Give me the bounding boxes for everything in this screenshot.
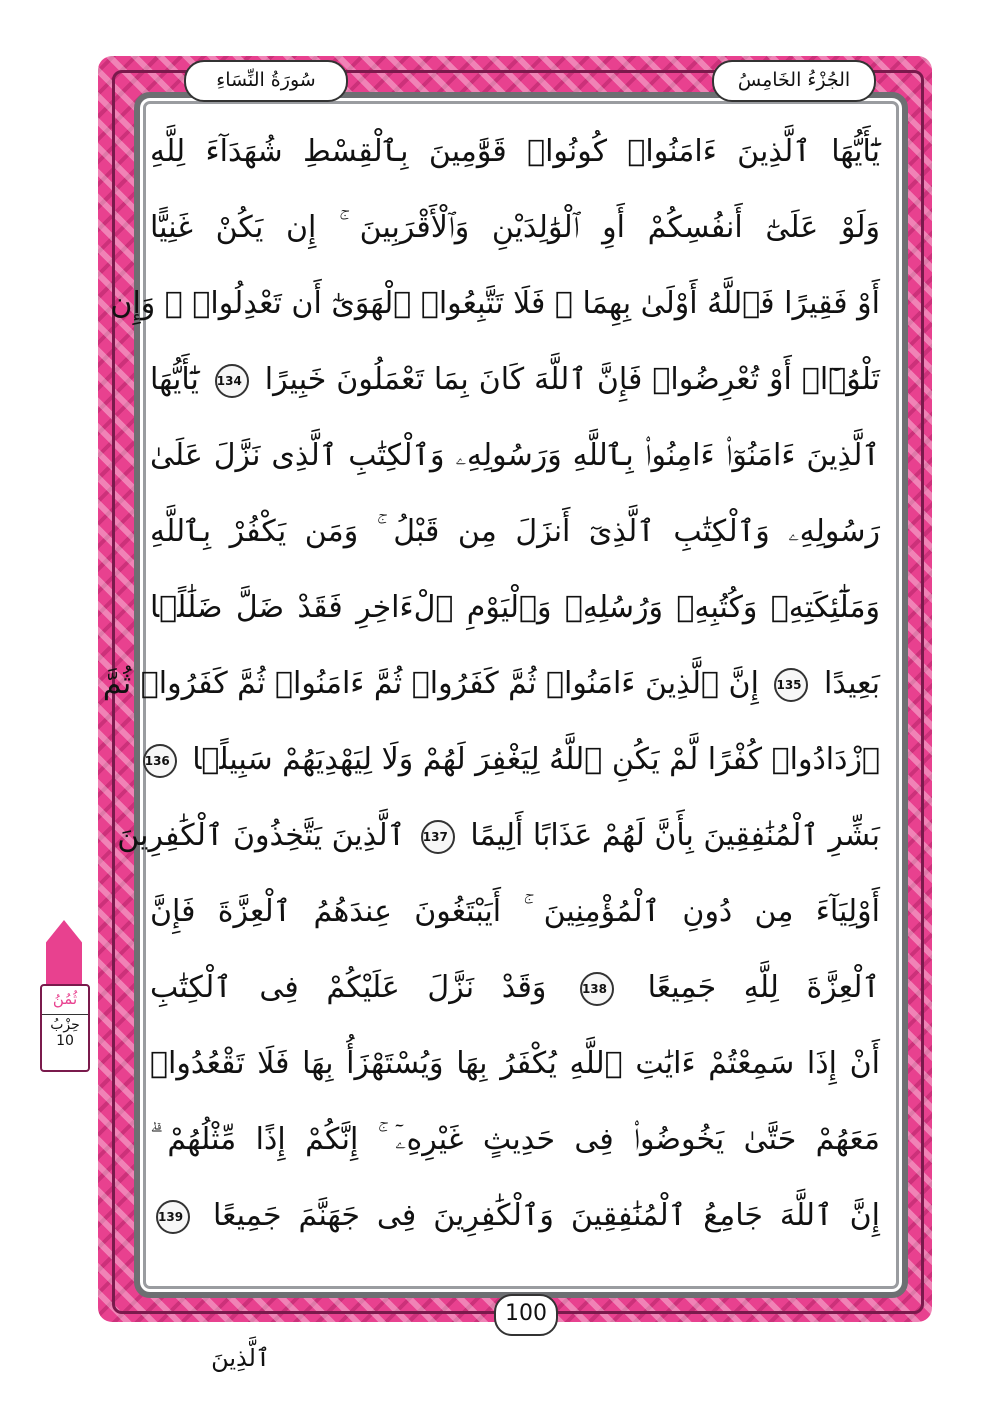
line-text: مَعَهُمْ حَتَّىٰ يَخُوضُوا۟ فِى حَدِيثٍ غَيْرِهِۦٓ ۚ إِنَّكُمْ إِذًا مِّثْلُهُمْ ۗ	[150, 1122, 880, 1157]
text-line	[150, 578, 880, 638]
line-text: ٱلْعِزَّةَ لِلَّهِ جَمِيعًا	[647, 970, 880, 1005]
text-line	[144, 730, 880, 790]
line-text: بَعِيدًا	[824, 666, 880, 701]
page-number: 100	[494, 1294, 558, 1336]
line-text: أَوْ فَقِيرًا فَٱللَّهُ أَوْلَىٰ بِهِمَا ۖ فَلَا تَتَّبِعُوا۟ ٱلْهَوَىٰٓ أَن تَعْدِلُوا۟ ۚ وَإِن	[110, 286, 880, 321]
verse-number-marker: 135	[774, 668, 808, 702]
hizb-ornament-icon	[46, 920, 82, 984]
juz-label: الجُزْءُ الخَامِسُ	[712, 60, 876, 102]
line-text: وَمَلَٰٓئِكَتِهِۦ وَكُتُبِهِۦ وَرُسُلِهِۦ وَٱلْيَوْمِ ٱلْءَاخِرِ فَقَدْ ضَلَّ ضَلَٰلًۢا	[150, 590, 880, 625]
verse-number-marker: 137	[421, 820, 455, 854]
text-line	[150, 1034, 880, 1094]
hizb-marker	[40, 920, 88, 1070]
hizb-thumn-label: ثُمُنُ	[52, 990, 78, 1008]
surah-label: سُورَةُ النِّسَاءِ	[184, 60, 348, 102]
catchword: ٱلَّذِينَ	[211, 1344, 270, 1372]
line-text: تَلْوُۥٓا۟ أَوْ تُعْرِضُوا۟ فَإِنَّ ٱللَّهَ كَانَ بِمَا تَعْمَلُونَ خَبِيرًا	[264, 362, 880, 397]
text-line	[150, 350, 880, 410]
verse-number-marker: 139	[156, 1200, 190, 1234]
line-text: ٱزْدَادُوا۟ كُفْرًا لَّمْ يَكُنِ ٱللَّهُ لِيَغْفِرَ لَهُمْ وَلَا لِيَهْدِيَهُمْ سَبِيلًۢا	[192, 742, 880, 777]
text-line	[102, 654, 880, 714]
line-text: وَقَدْ نَزَّلَ عَلَيْكُمْ فِى ٱلْكِتَٰبِ	[150, 970, 547, 1005]
hizb-label: حِزْبُ	[42, 1014, 88, 1033]
line-text: إِنَّ ٱلَّذِينَ ءَامَنُوا۟ ثُمَّ كَفَرُوا۟ ثُمَّ ءَامَنُوا۟ ثُمَّ كَفَرُوا۟ ثُمَّ	[102, 666, 759, 701]
line-text: إِنَّ ٱللَّهَ جَامِعُ ٱلْمُنَٰفِقِينَ وَٱلْكَٰفِرِينَ فِى جَهَنَّمَ جَمِيعًا	[212, 1198, 880, 1233]
line-text: وَلَوْ عَلَىٰٓ أَنفُسِكُمْ أَوِ ٱلْوَٰلِدَيْنِ وَٱلْأَقْرَبِينَ ۚ إِن يَكُنْ غَنِيًّا	[150, 210, 880, 245]
verse-number-marker: 138	[580, 972, 614, 1006]
verse-number-marker: 134	[215, 364, 249, 398]
line-text: رَسُولِهِۦ وَٱلْكِتَٰبِ ٱلَّذِىٓ أَنزَلَ مِن قَبْلُ ۚ وَمَن يَكْفُرْ بِٱللَّهِ	[150, 514, 880, 549]
text-line	[150, 122, 880, 182]
text-line	[150, 1186, 880, 1246]
quran-text	[102, 112, 880, 1272]
text-line	[150, 502, 880, 562]
hizb-box	[40, 984, 90, 1072]
text-line	[150, 198, 880, 258]
text-line	[150, 882, 880, 942]
text-line	[150, 426, 880, 486]
text-line	[117, 806, 880, 866]
line-text: ٱلَّذِينَ ءَامَنُوٓا۟ ءَامِنُوا۟ بِٱللَّهِ وَرَسُولِهِۦ وَٱلْكِتَٰبِ ٱلَّذِى نَزَّلَ عَلَىٰ	[150, 438, 880, 473]
hizb-number: 10	[56, 1033, 74, 1049]
verse-number-marker: 136	[143, 744, 177, 778]
line-text: أَوْلِيَآءَ مِن دُونِ ٱلْمُؤْمِنِينَ ۚ أَيَبْتَغُونَ عِندَهُمُ ٱلْعِزَّةَ فَإِنَّ	[150, 894, 880, 929]
text-line	[110, 274, 880, 334]
line-text: أَنْ إِذَا سَمِعْتُمْ ءَايَٰتِ ٱللَّهِ يُكْفَرُ بِهَا وَيُسْتَهْزَأُ بِهَا فَلَا تَقْعُدُوا۟	[150, 1046, 880, 1081]
line-text: ٱلَّذِينَ يَتَّخِذُونَ ٱلْكَٰفِرِينَ	[117, 818, 406, 853]
text-line	[150, 958, 880, 1018]
line-text: بَشِّرِ ٱلْمُنَٰفِقِينَ بِأَنَّ لَهُمْ عَذَابًا أَلِيمًا	[470, 818, 880, 853]
line-text: يَٰٓأَيُّهَا ٱلَّذِينَ ءَامَنُوا۟ كُونُوا۟ قَوَّٰمِينَ بِٱلْقِسْطِ شُهَدَآءَ لِلَّهِ	[150, 134, 880, 169]
line-text: يَٰٓأَيُّهَا	[150, 362, 199, 397]
text-line	[150, 1110, 880, 1170]
